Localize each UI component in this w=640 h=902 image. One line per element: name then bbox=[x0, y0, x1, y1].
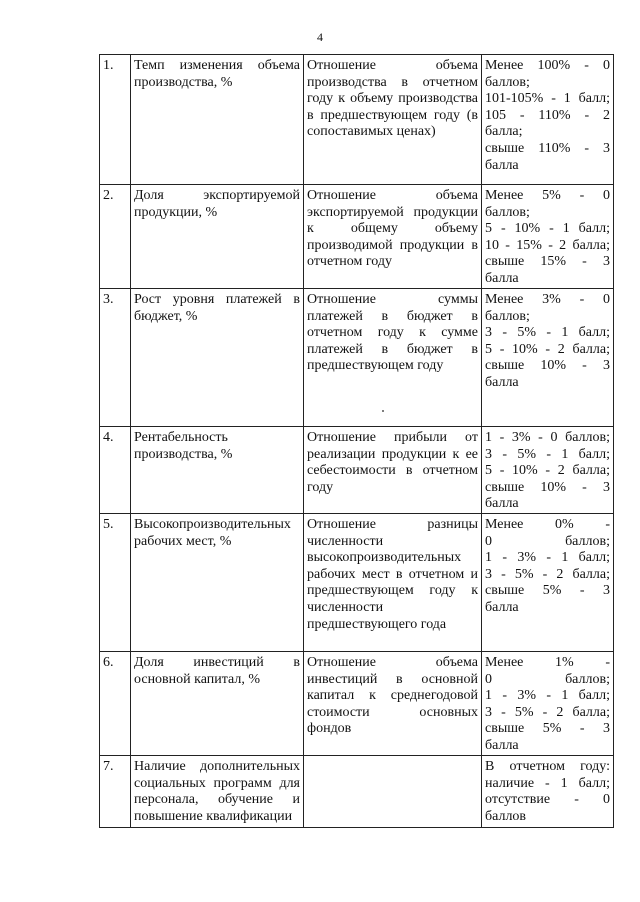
score-scale bbox=[482, 513, 614, 651]
score-scale bbox=[482, 55, 614, 185]
calculation-method: Отношение объема производства в отчетном году к объему производства в предшествующем году (в сопоставимых ценах) bbox=[304, 55, 482, 185]
calculation-method: Отношение разницы численности высокопроизводительных рабочих мест в отчетном и предшествующем году к численности предшествующего года bbox=[304, 513, 482, 651]
row-number: 2. bbox=[100, 185, 131, 289]
score-line: свыше 110% - 3 bbox=[485, 140, 610, 156]
score-line: балла; bbox=[485, 124, 523, 140]
score-line: балла bbox=[485, 737, 519, 753]
score-line: 1 - 3% - 1 балл; bbox=[485, 688, 610, 704]
score-line: 1 - 3% - 0 баллов; bbox=[485, 430, 610, 445]
row-number: 1. bbox=[100, 55, 131, 185]
score-line: Менее 0% - bbox=[485, 516, 610, 532]
score-line: 5 - 10% - 2 балла; bbox=[485, 341, 610, 357]
score-scale bbox=[482, 651, 614, 755]
score-line: отсутствие - 0 bbox=[485, 792, 610, 808]
indicator-name: Высокопроизводительных рабочих мест, % bbox=[131, 513, 304, 651]
score-line: 0 баллов; bbox=[485, 533, 610, 549]
table-row bbox=[100, 55, 614, 185]
score-line: Менее 1% - bbox=[485, 654, 610, 670]
score-line: балла bbox=[485, 157, 519, 173]
score-line: 101-105% - 1 балл; bbox=[485, 91, 610, 107]
calculation-method: Отношение суммы платежей в бюджет в отчетном году к сумме платежей в бюджет в предшествующем году bbox=[304, 289, 482, 427]
indicator-name: Доля инвестиций в основной капитал, % bbox=[131, 651, 304, 755]
indicator-name: Темп изменения объема производства, % bbox=[131, 55, 304, 185]
row-number: 7. bbox=[100, 755, 131, 827]
score-line: 3 - 5% - 2 балла; bbox=[485, 704, 610, 720]
calculation-method: Отношение объема экспортируемой продукции к общему объему производимой продукции в отчетном году bbox=[304, 185, 482, 289]
score-line: В отчетном году: bbox=[485, 758, 610, 774]
score-line: свыше 10% - 3 bbox=[485, 479, 610, 495]
score-line: 10 - 15% - 2 балла; bbox=[485, 237, 610, 253]
row-number: 5. bbox=[100, 513, 131, 651]
score-scale bbox=[482, 289, 614, 427]
indicator-name: Доля экспортируемой продукции, % bbox=[131, 185, 304, 289]
score-line: Менее 100% - 0 bbox=[485, 58, 610, 73]
score-line: 1 - 3% - 1 балл; bbox=[485, 550, 610, 566]
score-line: свыше 15% - 3 bbox=[485, 254, 610, 270]
row-number: 4. bbox=[100, 427, 131, 514]
score-line: балла bbox=[485, 599, 519, 615]
score-line: балла bbox=[485, 374, 519, 390]
score-line: Менее 5% - 0 bbox=[485, 188, 610, 203]
criteria-table bbox=[99, 54, 614, 828]
score-line: 5 - 10% - 2 балла; bbox=[485, 463, 610, 479]
calculation-method: Отношение прибыли от реализации продукции к ее себестоимости в отчетном году bbox=[304, 427, 482, 514]
score-scale bbox=[482, 427, 614, 514]
table-row bbox=[100, 427, 614, 514]
score-line: 3 - 5% - 2 балла; bbox=[485, 566, 610, 582]
score-line: 0 баллов; bbox=[485, 671, 610, 687]
score-scale bbox=[482, 185, 614, 289]
score-line: баллов; bbox=[485, 204, 530, 220]
score-line: 105 - 110% - 2 bbox=[485, 107, 610, 123]
score-line: баллов; bbox=[485, 308, 530, 324]
page-number: 4 bbox=[317, 30, 323, 44]
row-number: 6. bbox=[100, 651, 131, 755]
scan-speck bbox=[382, 410, 384, 412]
calculation-method: Отношение объема инвестиций в основной капитал к среднегодовой стоимости основных фондов bbox=[304, 651, 482, 755]
score-line: свыше 5% - 3 bbox=[485, 721, 610, 737]
score-line: 5 - 10% - 1 балл; bbox=[485, 221, 610, 237]
table-row bbox=[100, 289, 614, 427]
score-scale bbox=[482, 755, 614, 827]
score-line: свыше 10% - 3 bbox=[485, 358, 610, 374]
calculation-method bbox=[304, 755, 482, 827]
score-line: 3 - 5% - 1 балл; bbox=[485, 325, 610, 341]
score-line: наличие - 1 балл; bbox=[485, 775, 610, 791]
table-row bbox=[100, 185, 614, 289]
score-line: балла bbox=[485, 270, 519, 286]
score-line: свыше 5% - 3 bbox=[485, 583, 610, 599]
score-line: баллов bbox=[485, 808, 527, 824]
table-row bbox=[100, 755, 614, 827]
table-row bbox=[100, 513, 614, 651]
indicator-name: Рентабельность производства, % bbox=[131, 427, 304, 514]
row-number: 3. bbox=[100, 289, 131, 427]
score-line: балла bbox=[485, 496, 519, 512]
indicator-name: Рост уровня платежей в бюджет, % bbox=[131, 289, 304, 427]
score-line: 3 - 5% - 1 балл; bbox=[485, 446, 610, 462]
table-row bbox=[100, 651, 614, 755]
score-line: баллов; bbox=[485, 74, 530, 90]
indicator-name: Наличие дополнительных социальных программ для персонала, обучение и повышение квалификации bbox=[131, 755, 304, 827]
score-line: Менее 3% - 0 bbox=[485, 292, 610, 307]
